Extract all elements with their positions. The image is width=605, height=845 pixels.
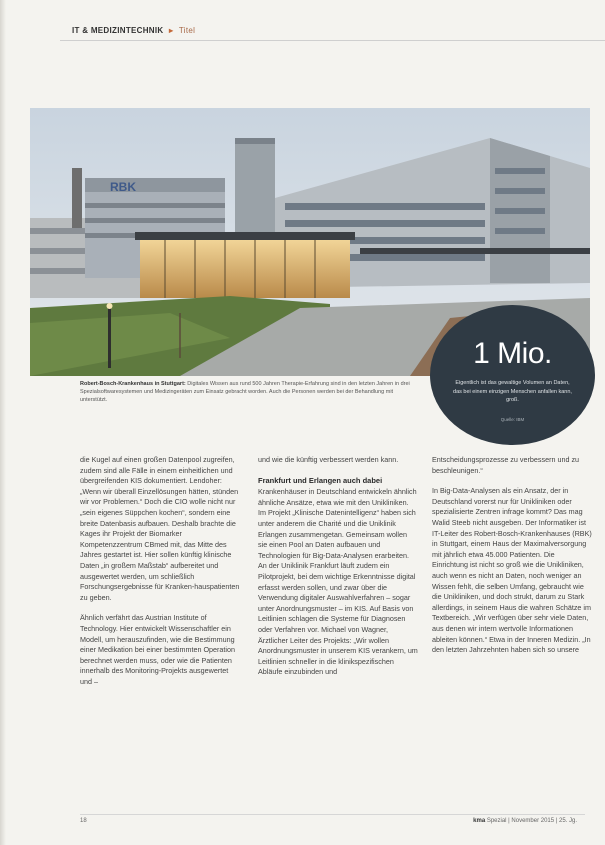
page-number: 18	[80, 818, 87, 824]
header-rule	[60, 40, 605, 41]
caption-lead: Robert-Bosch-Krankenhaus in Stuttgart:	[80, 381, 186, 387]
text-column-1	[80, 455, 242, 697]
section-name: IT & MEDIZINTECHNIK	[72, 26, 164, 35]
footer-issue	[473, 818, 577, 824]
rbk-sign: RBK	[110, 180, 136, 194]
paragraph: Ähnlich verfährt das Austrian Institute of Technology. Hier entwickelt Wissenschaftler ein Modell, um herauszufinden, wie die Bestimmung einer Medikation bei einer bestimmten Operation berechnet werden muss, oder wie die Patienten innerhalb des Monitoring-Projekts ausgewertet und –	[80, 613, 236, 686]
text-column-2	[258, 455, 418, 688]
subsection-name: Titel	[178, 26, 196, 35]
page-edge-shadow	[0, 0, 6, 845]
footer-rule	[80, 814, 585, 815]
paragraph: In Big-Data-Analysen als ein Ansatz, der in Deutschland vorerst nur für Unikliniken oder spezialisierte Zentren infrage kommt? Das mag Walid Steeb nicht ausgeben. Der Informatiker ist IT-Leiter des Robert-Bosch-Krankenhauses (RBK) in Stuttgart, einem Haus der Maximalversorgung mit jährlich etwa 45.000 Patienten. Die Einrichtung ist nicht so groß wie die Unikliniken, auch wenn es nicht an Daten, noch weniger an Wissen fehlt, die selben Umfang, gebraucht wie die Unikliniken, und doch strukt, darum zu Stark allerdings, in seinem Haus die wahren Schätze im Textbereich. „Wir verfügen über sehr viele Daten, aus denen wir intern wertvolle Informationen ableiten können.“ Etwa in der Inneren Medizin. „In den letzten Jahrzehnten haben sich so unsere	[432, 486, 592, 655]
paragraph: Entscheidungsprozesse zu verbessern und zu beschleunigen.“	[432, 455, 580, 475]
issue-info: Spezial | November 2015 | 25. Jg.	[486, 818, 577, 824]
header-separator: ▸	[169, 26, 174, 35]
photo-caption	[80, 380, 410, 404]
paragraph: und wie die künftig verbessert werden kann.	[258, 455, 399, 464]
paragraph: Krankenhäuser in Deutschland entwickeln ähnlich ähnliche Ansätze, etwa wie mit den Unikliniken. Im Projekt „Klinische Datenintelligenz“ haben sich unter anderem die Charité und die Uniklinik Erlangen zusammengetan. Gemeinsam wollen sie einen Pool an Daten aufbauen und Technologien für Big-Data-Analysen erarbeiten. An der Uniklinik Frankfurt läuft zudem ein Pilotprojekt, bei dem wichtige Erkenntnisse digital erfasst werden sollen, und zwar über die Verwendung digitaler Auswahlverfahren – sogar unter Anordnungsmuster – im KIS. Auf Basis von Leitlinien schlagen die Systeme für Diagnosen oder Verfahren vor. Michael von Wagner, Ärztlicher Leiter des Projekts: „Wir wollen Anordnungsmuster in unserem KIS verankern, um Leitlinien schneller in die klinikspezifischen Abläufe einzubinden und	[258, 487, 418, 677]
stat-value: 1 Mio.	[473, 337, 552, 370]
stat-source: Quelle: IBM	[500, 417, 525, 422]
stat-description: Eigentlich ist das gewaltige Volumen an Daten, das bei einem einzigen Menschen anfallen kann, groß.	[453, 380, 572, 403]
subheading: Frankfurt und Erlangen auch dabei	[258, 475, 383, 485]
text-column-3	[432, 455, 592, 666]
caption-text: Digitales Wissen aus rund 500 Jahren Therapie-Erfahrung sind in den letzten Jahren in drei Spezialsoftwaresystemen und Medizingeräten zum Einsatz gebracht worden. Auch die Personen werden bei der Behandlung mit unterstützt.	[80, 381, 410, 403]
stat-badge	[430, 305, 595, 445]
paragraph: die Kugel auf einen großen Datenpool zugreifen, zudem sind alle Fälle in einem einheitlichen und übergreifenden KIS dokumentiert. Lendoher: „Wenn wir überall Einzellösungen hätten, stünden wir vor Problemen.“ Doch die CIO wolle nicht nur „sein eigenes Süppchen kochen“, sondern eine breite Datenbasis aufbauen. Deshalb brachte die Kages ihr Projekt der Biomarker Kompetenzzentrum CBmed mit, das Mitte des Jahres gestartet ist. Hier sollen künftig klinische Daten „in großem Maßstab“ aufbereitet und ausgewertet werden, um schließlich Forschungsergebnisse für Kranken-hauspatienten zu geben.	[80, 455, 240, 602]
magazine-brand: kma	[473, 818, 486, 824]
section-header	[72, 26, 195, 35]
